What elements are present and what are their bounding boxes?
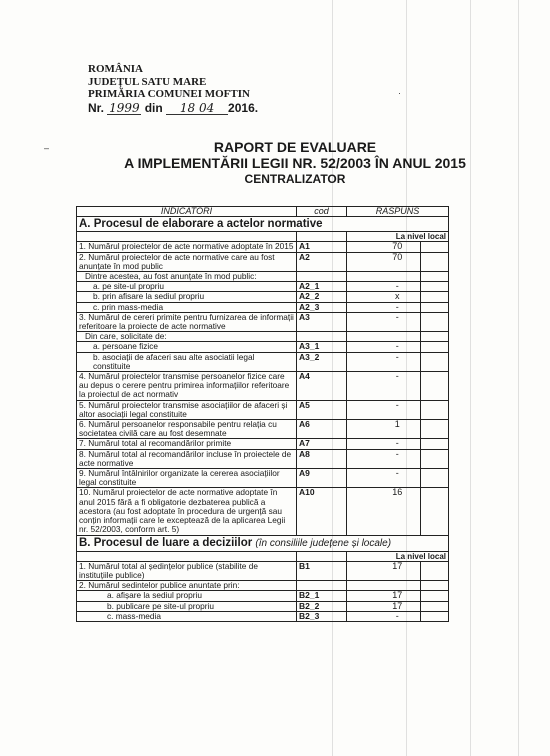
indicator-value: - [375,469,421,488]
answer-spacer [421,282,449,292]
level-row [77,551,449,561]
indicator-value: 70 [375,252,421,271]
answer-spacer [421,252,449,271]
header-county: JUDEȚUL SATU MARE [88,75,207,88]
level-label: La nivel local [347,551,449,561]
answer-spacer [421,272,449,282]
indicator-code [297,272,347,282]
answer-spacer [347,352,375,371]
answer-spacer [347,581,375,591]
indicator-value: - [375,342,421,352]
scan-artifact-line [518,0,519,756]
table-row [77,282,449,292]
indicator-value: x [375,292,421,302]
answer-spacer [347,242,375,252]
answer-spacer [421,469,449,488]
table-row [77,439,449,449]
indicator-value: - [375,312,421,331]
indicator-label: 2. Numărul sedintelor publice anuntate prin: [77,581,297,591]
answer-spacer [347,420,375,439]
scan-mark: · [398,88,401,98]
indicator-value [375,581,421,591]
indicator-code: B2_3 [297,611,347,621]
answer-spacer [347,488,375,535]
table-row [77,312,449,331]
indicator-value: - [375,302,421,312]
header-answer: RASPUNS [347,207,449,217]
answer-spacer [421,439,449,449]
indicator-label: 6. Numărul persoanelor responsabile pentru relația cu societatea civilă care au fost desemnate [77,420,297,439]
answer-spacer [421,449,449,468]
answer-spacer [421,488,449,535]
table-row [77,601,449,611]
indicator-label: b. asociații de afaceri sau alte asociatii legal constituite [77,352,297,371]
table-row [77,332,449,342]
answer-spacer [347,252,375,271]
answer-spacer [347,372,375,401]
answer-spacer [347,591,375,601]
indicator-value: - [375,439,421,449]
header-town-hall: PRIMĂRIA COMUNEI MOFTIN [88,88,250,100]
indicator-code [297,581,347,591]
answer-spacer [347,449,375,468]
answer-spacer [421,561,449,580]
indicator-code: A6 [297,420,347,439]
indicator-label: Din care, solicitate de: [77,332,297,342]
nr-label: Nr. [88,100,105,115]
indicator-label: 7. Numărul total al recomandărilor primite [77,439,297,449]
indicator-value: 17 [375,561,421,580]
report-label: CENTRALIZATOR [244,172,346,186]
report-table [76,206,449,622]
table-row [77,469,449,488]
answer-spacer [347,439,375,449]
header-code: cod [297,207,347,217]
indicator-value: 16 [375,488,421,535]
table-row [77,561,449,580]
indicator-code: A3 [297,312,347,331]
indicator-label: Dintre acestea, au fost anunțate în mod public: [77,272,297,282]
indicator-label: a. pe site-ul propriu [77,282,297,292]
section-heading [77,535,449,551]
answer-spacer [347,342,375,352]
section-title: A. Procesul de elaborare a actelor normative [79,218,323,231]
indicator-code: B2_1 [297,591,347,601]
indicator-code: B1 [297,561,347,580]
indicator-value: - [375,282,421,292]
indicator-code: A4 [297,372,347,401]
table-row [77,420,449,439]
answer-spacer [347,332,375,342]
section-note: (în consiliile județene și locale) [255,537,392,549]
answer-spacer [347,469,375,488]
scan-artifact-line [470,0,471,756]
section-title: B. Procesul de luare a deciziilor [79,536,253,549]
answer-spacer [421,400,449,419]
indicator-value: - [375,611,421,621]
table-row [77,581,449,591]
answer-spacer [421,312,449,331]
indicator-code [297,332,347,342]
report-subtitle: A IMPLEMENTĂRII LEGII NR. 52/2003 ÎN ANUL 2015 [124,155,466,171]
answer-spacer [421,332,449,342]
table-row [77,242,449,252]
indicator-code: A2_1 [297,282,347,292]
table-header-row [77,207,449,217]
indicator-label: 2. Numărul proiectelor de acte normative care au fost anunțate în mod public [77,252,297,271]
answer-spacer [347,400,375,419]
date-label: din [144,100,163,115]
section-heading [77,217,449,232]
indicator-label: a. afișare la sediul propriu [77,591,297,601]
answer-spacer [347,282,375,292]
indicator-code: A1 [297,242,347,252]
table-row [77,591,449,601]
year-suffix: 2016. [228,100,259,115]
indicator-label: 1. Numărul proiectelor de acte normative adoptate în 2015 [77,242,297,252]
answer-spacer [421,581,449,591]
answer-spacer [347,601,375,611]
indicator-label: 10. Numărul proiectelor de acte normative adoptate în anul 2015 fără a fi obligatorie dezbaterea publică a acestora (au fost adoptate în procedura de urgență sau conțin informații care le exceptează de la aplicarea Legii nr. 52/2003, conform art. 5) [77,488,297,535]
answer-spacer [421,372,449,401]
answer-spacer [421,242,449,252]
indicator-value: 17 [375,601,421,611]
answer-spacer [347,272,375,282]
indicator-code: B2_2 [297,601,347,611]
indicator-label: 3. Numărul de cereri primite pentru furnizarea de informații referitoare la proiecte de acte normative [77,312,297,331]
level-spacer [77,551,297,561]
indicator-value: 1 [375,420,421,439]
table-row [77,372,449,401]
section-row [77,535,449,551]
indicator-code: A8 [297,449,347,468]
indicator-label: 9. Numărul întâlnirilor organizate la cererea asociațiilor legal constituite [77,469,297,488]
scan-mark: – [44,143,50,153]
answer-spacer [347,611,375,621]
indicator-value: - [375,400,421,419]
indicator-value: - [375,449,421,468]
table-row [77,252,449,271]
registration-number-line [88,102,258,116]
table-row [77,488,449,535]
indicator-label: 5. Numărul proiectelor transmise asociațiilor de afaceri și altor asociații legal constituite [77,400,297,419]
indicator-label: c. prin mass-media [77,302,297,312]
indicator-code: A2 [297,252,347,271]
report-title: RAPORT DE EVALUARE [213,139,377,155]
table-row [77,611,449,621]
header-country: ROMÂNIA [88,63,143,75]
answer-spacer [421,601,449,611]
answer-spacer [421,591,449,601]
level-spacer [77,232,297,242]
level-spacer [297,232,347,242]
answer-spacer [347,302,375,312]
indicator-code: A2_3 [297,302,347,312]
document-header [88,63,258,115]
indicator-code: A5 [297,400,347,419]
table-row [77,292,449,302]
indicator-code: A10 [297,488,347,535]
indicator-label: b. publicare pe site-ul propriu [77,601,297,611]
date-handwritten-value: 18 04 [166,102,228,116]
indicator-label: c. mass-media [77,611,297,621]
table-row [77,272,449,282]
indicator-label: a. persoane fizice [77,342,297,352]
indicator-value: 17 [375,591,421,601]
section-row [77,217,449,232]
nr-handwritten-value: 1999 [109,100,140,115]
level-label: La nivel local [347,232,449,242]
header-indicators: INDICATORI [77,207,297,217]
table-row [77,400,449,419]
answer-spacer [421,342,449,352]
level-spacer [297,551,347,561]
indicator-value [375,272,421,282]
table-row [77,352,449,371]
indicator-label: 1. Numărul total al ședințelor publice (stabilite de instituțiile publice) [77,561,297,580]
answer-spacer [347,312,375,331]
answer-spacer [421,611,449,621]
answer-spacer [421,292,449,302]
table-row [77,449,449,468]
indicator-code: A7 [297,439,347,449]
indicator-code: A9 [297,469,347,488]
table-row [77,302,449,312]
answer-spacer [347,561,375,580]
indicator-code: A2_2 [297,292,347,302]
indicator-code: A3_1 [297,342,347,352]
indicator-label: 8. Numărul total al recomandărilor incluse în proiectele de acte normative [77,449,297,468]
answer-spacer [347,292,375,302]
table-row [77,342,449,352]
indicator-value [375,332,421,342]
answer-spacer [421,352,449,371]
indicator-label: b. prin afisare la sediul propriu [77,292,297,302]
indicator-value: - [375,352,421,371]
indicator-label: 4. Numărul proiectelor transmise persoanelor fizice care au depus o cerere pentru primirea informațiilor referitoare la proiectul de act normativ [77,372,297,401]
answer-spacer [421,302,449,312]
indicator-code: A3_2 [297,352,347,371]
indicator-value: 70 [375,242,421,252]
level-row [77,232,449,242]
answer-spacer [421,420,449,439]
indicator-value: - [375,372,421,401]
